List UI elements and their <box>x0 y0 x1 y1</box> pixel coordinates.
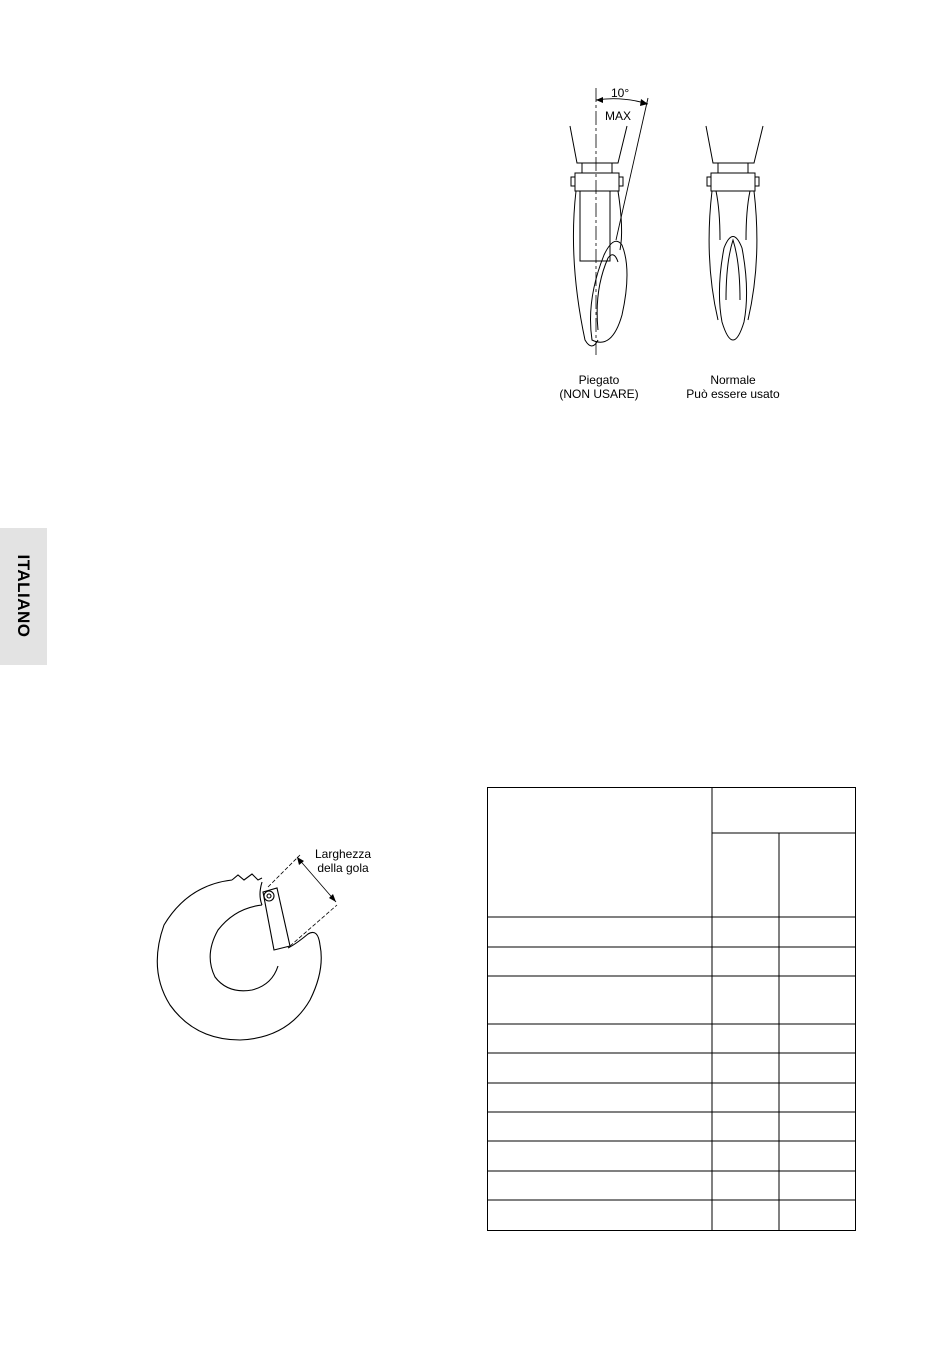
table-border <box>488 788 856 1231</box>
normal-caption-line2: Può essere usato <box>686 387 780 401</box>
language-side-tab-label: ITALIANO <box>14 554 33 638</box>
bent-caption-line1: Piegato <box>578 373 620 387</box>
bent-caption-line2: (NON USARE) <box>559 387 639 401</box>
throat-label-line2: della gola <box>317 861 369 875</box>
data-table <box>487 787 857 1233</box>
hook-throat-figure <box>150 840 390 1050</box>
throat-label-line1: Larghezza <box>314 847 372 861</box>
normal-caption-line1: Normale <box>710 373 756 387</box>
angle-label: 10° <box>611 86 630 100</box>
hook-bend-figure <box>540 80 800 410</box>
max-label: MAX <box>605 109 632 123</box>
